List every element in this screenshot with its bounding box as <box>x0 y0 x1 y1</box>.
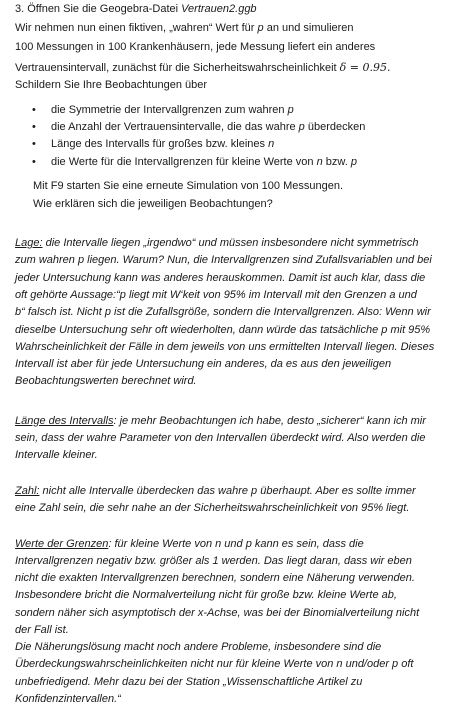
task-heading <box>15 3 257 16</box>
task-line-4 <box>15 61 391 75</box>
task-line-5: Schildern Sie Ihre Beobachtungen über <box>15 78 208 91</box>
bullet-text: die Anzahl der Vertrauensintervalle, die das wahre <box>51 120 299 133</box>
lage-line: b“ falsch ist. Nicht p ist die Zufallsgröße, sondern die Intervallgrenzen. Also: Wenn wir <box>15 306 431 319</box>
bullet-icon: • <box>32 120 36 133</box>
werte-line-1 <box>15 538 364 551</box>
bullet-text: die Symmetrie der Intervallgrenzen zum wahren <box>51 103 288 116</box>
werte-line: sondern näher sich asymptotisch der x-Achse, was bei der Binomialverteilung nicht <box>15 606 420 619</box>
werte-line: Die Näherungslösung macht noch andere Probleme, insbesondere sind die <box>15 641 382 654</box>
werte-label: Werte der Grenzen <box>15 537 109 550</box>
task-line-2-tail: an und simulieren <box>263 22 354 35</box>
bullet-item-symmetry <box>51 104 294 117</box>
bullet-var: n <box>316 155 323 168</box>
werte-line: Intervallgrenzen negativ bzw. größer als 1 werden. Das liegt daran, dass wir eben <box>15 554 412 567</box>
bullet-tail: überdecken <box>304 120 366 133</box>
f9-line-2: Wie erklären sich die jeweiligen Beobachtungen? <box>33 197 273 210</box>
bullet-icon: • <box>32 155 36 168</box>
werte-line: der Fall ist. <box>15 623 69 636</box>
lage-line: dieselbe Untersuchung sehr oft wiederholten, dann würde das tatsächliche p mit 95% <box>15 323 431 336</box>
bullet-item-count <box>51 121 365 134</box>
lage-line: oft gehörte Aussage:“p liegt mit W‘keit von 95% im Intervall mit den Grenzen a und <box>15 288 417 301</box>
laenge-label: Länge des Intervalls <box>15 414 114 427</box>
delta-formula: δ = 0.95. <box>339 60 391 74</box>
laenge-line: sein, dass der wahre Parameter von den Intervallen überdeckt wird. Also werden die <box>15 431 426 444</box>
bullet-item-values <box>51 156 357 169</box>
lage-line-1 <box>15 237 419 250</box>
task-heading-prefix: 3. Öffnen Sie die Geogebra-Datei <box>15 2 182 15</box>
lage-text: die Intervalle liegen „irgendwo“ und müssen insbesondere nicht symmetrisch <box>42 237 419 250</box>
lage-line: jeder Untersuchung kann was anderes herauskommen. Damit ist auch klar, dass die <box>15 271 426 284</box>
bullet-tail: bzw. <box>322 155 351 168</box>
bullet-item-length <box>51 138 274 151</box>
geogebra-filename: Vertrauen2.ggb <box>181 2 257 15</box>
lage-line: Wahrscheinlichkeit der Fälle in dem jeweils von uns ermittelten Intervall liegen. Dieses <box>15 340 435 353</box>
bullet-var-2: p <box>350 155 357 168</box>
zahl-line: eine Zahl sein, die sehr nahe an der Sicherheitswahrscheinlichkeit von 95% liegt. <box>15 502 410 514</box>
laenge-line: Intervalle kleiner. <box>15 449 98 462</box>
bullet-var: p <box>298 120 305 133</box>
werte-line: Insbesondere bricht die Normalverteilung nicht für große bzw. kleine Werte ab, <box>15 589 397 602</box>
lage-line: zum wahren p liegen. Warum? Nun, die Intervallgrenzen sind Zufallsvariablen und bei <box>15 254 432 267</box>
zahl-line-1 <box>15 485 416 498</box>
lage-line: Beobachtungswerten berechnet wird. <box>15 375 197 388</box>
zahl-label: Zahl: <box>15 484 40 497</box>
task-var-p: p <box>257 22 264 35</box>
bullet-text: Länge des Intervalls für großes bzw. kleines <box>51 138 269 151</box>
werte-line: Konfidenzintervallen.“ <box>15 693 121 705</box>
werte-line: nicht die exakten Intervallgrenzen berechnen, sondern eine Näherung verwenden. <box>15 572 415 585</box>
laenge-line-1 <box>15 415 426 428</box>
bullet-var: p <box>287 103 294 116</box>
task-line-2 <box>15 22 354 35</box>
bullet-icon: • <box>32 138 36 151</box>
werte-line: Überdeckungswahrscheinlichkeiten nicht nur für kleine Werte von n und/oder p oft <box>15 658 414 671</box>
task-line-3: 100 Messungen in 100 Krankenhäusern, jede Messung liefert ein anderes <box>15 41 376 54</box>
bullet-icon: • <box>32 103 36 116</box>
bullet-text: die Werte für die Intervallgrenzen für kleine Werte von <box>51 155 317 168</box>
zahl-text: nicht alle Intervalle überdecken das wahre p überhaupt. Aber es sollte immer <box>39 484 416 497</box>
lage-label: Lage: <box>15 237 43 250</box>
werte-text: : für kleine Werte von n und p kann es sein, dass die <box>108 537 364 550</box>
bullet-var: n <box>268 138 275 151</box>
task-line-2-text: Wir nehmen nun einen fiktiven, „wahren“ Wert für <box>15 22 258 35</box>
laenge-text: : je mehr Beobachtungen ich habe, desto „sicherer“ kann ich mir <box>113 414 426 427</box>
lage-line: Intervall ist aber für jede Untersuchung ein anderes, da es aus den jeweiligen <box>15 358 392 370</box>
f9-line-1: Mit F9 starten Sie eine erneute Simulation von 100 Messungen. <box>33 180 344 193</box>
task-line-4-text: Vertrauensintervall, zunächst für die Sicherheitswahrscheinlichkeit <box>15 61 340 74</box>
werte-line: unbefriedigend. Mehr dazu bei der Station „Wissenschaftliche Artikel zu <box>15 675 363 688</box>
